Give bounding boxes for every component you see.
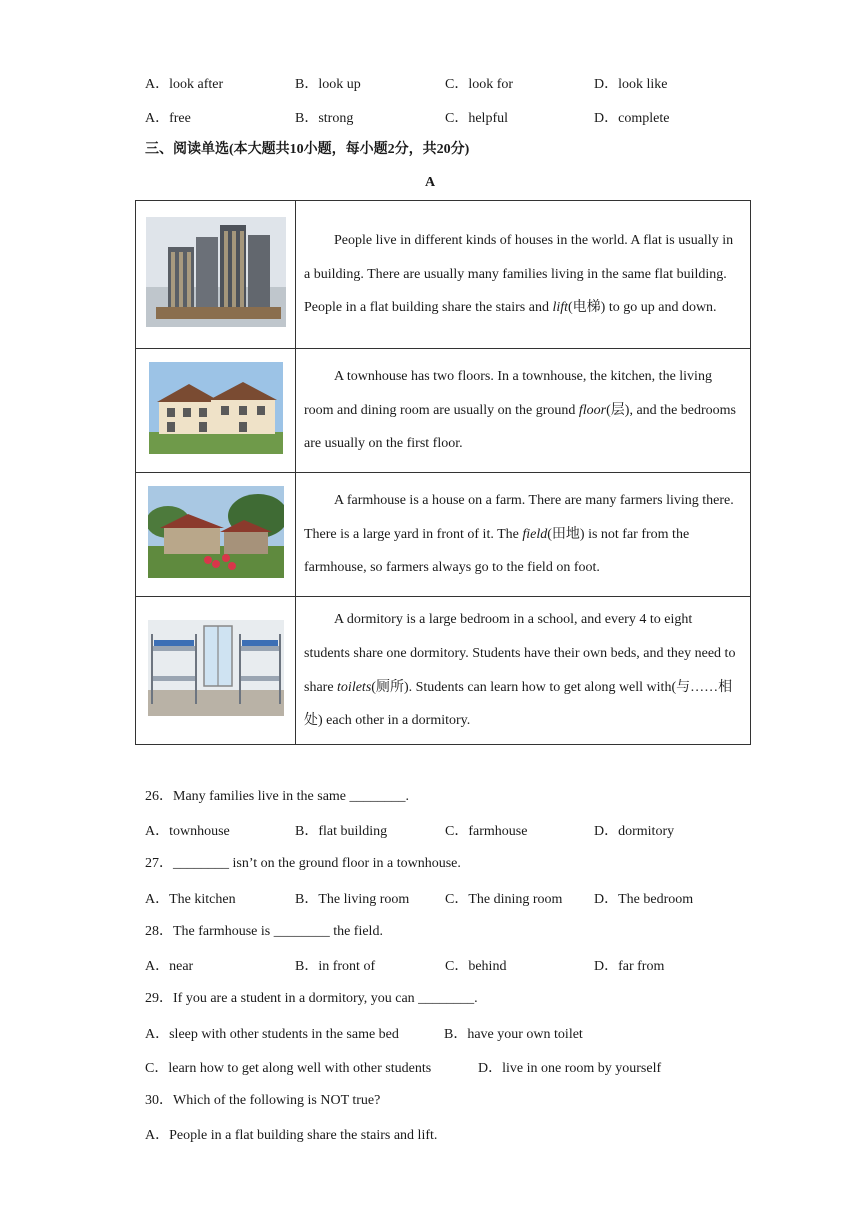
q25-option-a: A．free [145, 111, 191, 126]
table-row-townhouse [136, 349, 751, 473]
dormitory-picture-cell [136, 597, 296, 745]
keyword-toilets: toilets [337, 679, 372, 695]
q26-option-b: B．flat building [295, 824, 388, 839]
q24-option-a: A．look after [145, 77, 224, 92]
reading-table [135, 200, 751, 745]
dormitory-text-1: A dormitory is a large bedroom in a school, and every 4 to eight students share one dormitory. Students have their own beds, and they need to share [304, 612, 736, 695]
q28-option-c: C．behind [445, 959, 507, 974]
farmhouse-image [148, 486, 284, 578]
keyword-field: field [522, 526, 548, 542]
q26-option-c: C．farmhouse [445, 824, 528, 839]
q29-stem: 29．If you are a student in a dormitory, you can ________. [145, 991, 478, 1006]
q28-option-a: A．near [145, 959, 194, 974]
q29-option-a: A．sleep with other students in the same bed [145, 1027, 399, 1042]
table-row-farmhouse [136, 473, 751, 597]
q29-option-d: D．live in one room by yourself [478, 1061, 662, 1076]
table-row-flat [136, 201, 751, 349]
q24-option-d: D．look like [594, 77, 668, 92]
flat-picture-cell [136, 201, 296, 349]
q29-option-c: C．learn how to get along well with other students [145, 1061, 432, 1076]
q25-option-d: D．complete [594, 111, 670, 126]
q28-option-d: D．far from [594, 959, 665, 974]
q27-stem: 27．________ isn’t on the ground floor in a townhouse. [145, 856, 461, 871]
table-row-dormitory [136, 597, 751, 745]
q30-stem: 30．Which of the following is NOT true? [145, 1093, 381, 1108]
q27-option-d: D．The bedroom [594, 892, 694, 907]
keyword-floor: floor [578, 402, 607, 418]
q27-option-c: C．The dining room [445, 892, 563, 907]
dormitory-image [148, 620, 284, 716]
q28-option-b: B．in front of [295, 959, 376, 974]
q27-option-a: A．The kitchen [145, 892, 236, 907]
townhouse-text-1: A townhouse has two floors. In a townhouse, the kitchen, the living room and dining room are usually on the ground [304, 368, 712, 418]
dormitory-text-2: (厕所). Students can learn how to get along well with(与……相处) each other in a dormitory. [304, 679, 733, 729]
q24-option-c: C．look for [445, 77, 514, 92]
farmhouse-text-cell [296, 473, 751, 597]
flat-text-cell [296, 201, 751, 349]
flat-text-1: People live in different kinds of houses in the world. A flat is usually in a building. There are usually many families living in the same flat building. People in a flat building share the stairs and [304, 232, 734, 316]
q29-option-b: B．have your own toilet [444, 1027, 583, 1042]
q27-option-b: B．The living room [295, 892, 410, 907]
q24-option-b: B．look up [295, 77, 361, 92]
flat-text-2: (电梯) to go up and down. [568, 300, 717, 316]
flat-building-image [146, 217, 286, 327]
townhouse-text-cell [296, 349, 751, 473]
dormitory-text-cell [296, 597, 751, 745]
q25-option-c: C．helpful [445, 111, 508, 126]
q25-option-b: B．strong [295, 111, 354, 126]
keyword-lift: lift [552, 300, 569, 316]
q30-option-a: A．People in a flat building share the stairs and lift. [145, 1128, 438, 1143]
passage-label: A [424, 175, 436, 190]
townhouse-picture-cell [136, 349, 296, 473]
q26-option-d: D．dormitory [594, 824, 675, 839]
section-title: 三、阅读单选(本大题共10小题，每小题2分，共20分) [145, 142, 470, 157]
farmhouse-text-2: (田地) is not far from the farmhouse, so farmers always go to the field on foot. [304, 526, 690, 576]
farmhouse-picture-cell [136, 473, 296, 597]
q28-stem: 28．The farmhouse is ________ the field. [145, 924, 383, 939]
farmhouse-text-1: A farmhouse is a house on a farm. There are many farmers living there. There is a large yard in front of it. The [304, 492, 734, 542]
q26-stem: 26．Many families live in the same ________. [145, 789, 410, 804]
townhouse-image [149, 362, 283, 454]
townhouse-text-2: (层), and the bedrooms are usually on the first floor. [304, 402, 736, 452]
q26-option-a: A．townhouse [145, 824, 230, 839]
